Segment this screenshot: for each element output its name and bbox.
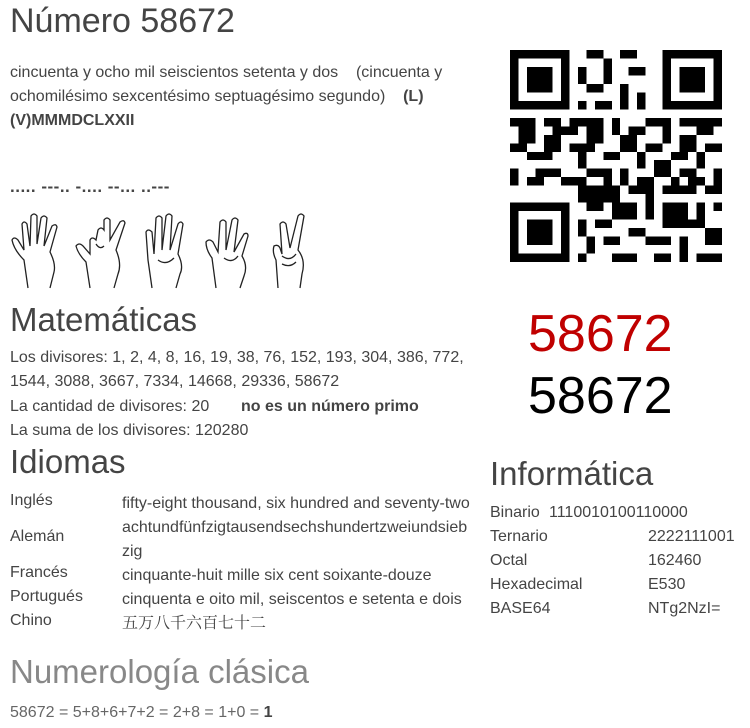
inf-label: Ternario	[490, 528, 548, 545]
inf-label: Binario	[490, 504, 540, 521]
prime-status: no es un número primo	[241, 398, 419, 415]
inf-value: NTg2NzI=	[648, 600, 721, 617]
lang-label: Portugués	[10, 588, 83, 605]
divisor-sum: La suma de los divisores: 120280	[10, 422, 249, 439]
inf-label: BASE64	[490, 600, 551, 617]
number-display-red: 58672	[528, 305, 673, 363]
divisor-count: La cantidad de divisores: 20	[10, 398, 210, 415]
lang-value: cinquante-huit mille six cent soixante-douze	[122, 567, 432, 584]
qr-code-icon	[510, 50, 722, 262]
math-heading: Matemáticas	[10, 301, 198, 338]
lang-value: fifty-eight thousand, six hundred and seventy-two	[122, 495, 470, 512]
sign-language-hands	[10, 210, 324, 292]
six-hand-icon	[138, 210, 196, 290]
number-display-black: 58672	[528, 367, 673, 425]
number-description	[10, 61, 475, 133]
number-words: cincuenta y ocho mil seiscientos setenta y dos	[10, 64, 339, 81]
inf-value: E530	[648, 576, 686, 593]
divisors-list: Los divisores: 1, 2, 4, 8, 16, 19, 38, 76, 152, 193, 304, 386, 772, 1544, 3088, 3667, 7334, 14668, 29336, 58672	[10, 349, 464, 390]
numerology-heading: Numerología clásica	[10, 653, 309, 690]
lang-value: cinquenta e oito mil, seiscentos e setenta e dois	[122, 591, 462, 608]
lang-label: Francés	[10, 564, 68, 581]
eight-hand-icon	[74, 210, 132, 290]
lang-value: 五万八千六百七十二	[122, 615, 267, 632]
number-ordinal: (cincuenta y ochomilésimo sexcentésimo septuagésimo segundo)	[10, 64, 443, 105]
lang-label: Alemán	[10, 528, 65, 545]
languages-heading: Idiomas	[10, 443, 126, 480]
lang-label: Inglés	[10, 492, 53, 509]
inf-value: 2222111001	[648, 528, 735, 545]
numerology-formula: 58672 = 5+8+6+7+2 = 2+8 = 1+0 = 1	[10, 704, 273, 721]
inf-value: 162460	[648, 552, 702, 569]
roman-numeral: (L)(V)MMMDCLXXII	[10, 88, 424, 129]
lang-value: achtundfünfzigtausendsechshundertzweiundsiebzig	[122, 519, 468, 560]
lang-label: Chino	[10, 612, 52, 629]
seven-hand-icon	[202, 210, 260, 290]
page-title: Número 58672	[10, 2, 235, 40]
five-fingers-hand-icon	[10, 210, 68, 290]
two-hand-icon	[266, 210, 324, 290]
inf-value: 1110010100110000	[549, 504, 688, 521]
inf-label: Hexadecimal	[490, 576, 583, 593]
inf-label: Octal	[490, 552, 528, 569]
morse-code: ..... ---.. -.... --... ..---	[10, 177, 170, 196]
numerology-result: 1	[263, 704, 273, 721]
divisors-values: 1, 2, 4, 8, 16, 19, 38, 76, 152, 193, 304, 386, 772, 1544, 3088, 3667, 7334, 14668, 29336, 58672	[10, 349, 464, 390]
informatics-heading: Informática	[490, 455, 654, 492]
